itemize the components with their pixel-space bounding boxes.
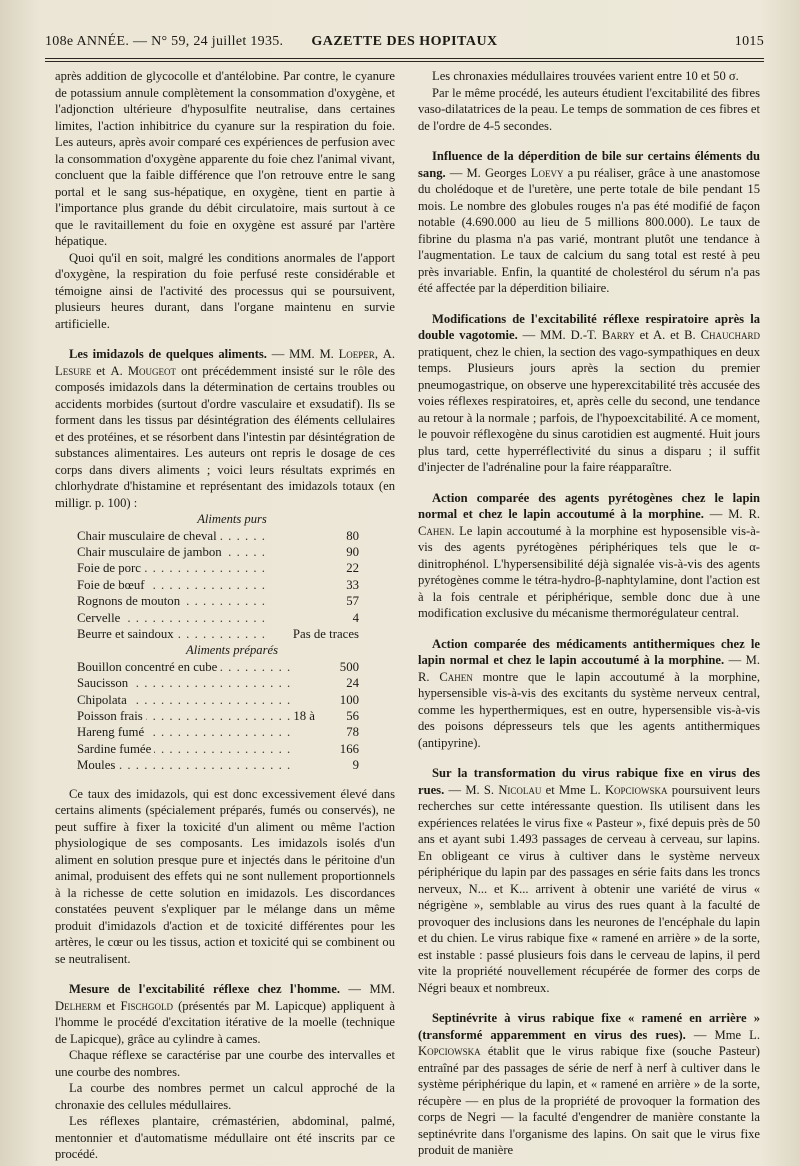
table-row	[77, 659, 359, 675]
article-septinevrite: Septinévrite à virus rabique fixe « ramené en arrière » (transformé apparemment en virus des rues). — Mme L. Kopciowska établit que le virus rabique fixe (souche Pasteur) entraîné par des passages de série de nerf à nerf à cultiver dans le système périphérique du lapin, et « ramené en arrière » de la sorte, récupère — en plus de la propriété de provoquer la formation des corps de Negri — la faculté d'engendrer de manière constante la septinévrite dans l'organisme des lapins. On sait que le virus fixe produit de manière	[418, 1011, 760, 1157]
paragraph: Ce taux des imidazols, qui est donc excessivement élevé dans certains aliments (spécialement préparés, fumés ou conservés), ne peut suffire à fixer la toxicité d'un aliment ou même l'action physiologique de ses composants. Les imidazols isolés d'un aliment en solution presque pure et injectés dans le péritoine d'un animal, produisent des effets qui ne sont nullement proportionnels à la richesse de cette solution en imidazols. Les discordances constatées peuvent s'expliquer par le mélange dans un même produit d'imidazols d'action et de toxicité différentes pour les artères, le cœur ou les tissus, action et toxicité qui se combinent ou se neutralisent.	[55, 786, 395, 966]
table-row	[77, 675, 359, 691]
author-name: Cahen	[418, 523, 452, 538]
paragraph: Par le même procédé, les auteurs étudient l'excitabilité des fibres vaso-dilatatrices de la peau. Le temps de sommation de ces fibres et de l'ordre de 4-5 secondes.	[418, 85, 761, 133]
food-name: Hareng fumé	[77, 725, 147, 739]
article-title: Action comparée des agents pyrétogènes chez le lapin normal et chez le lapin accoutumé à la morphine.	[418, 490, 760, 521]
issue-info: 108e ANNÉE. — N° 59, 24 juillet 1935.	[45, 34, 284, 49]
table-caption: Aliments préparés	[186, 643, 278, 658]
table-row	[77, 757, 359, 773]
table-row	[77, 610, 359, 626]
left-column	[55, 68, 395, 1163]
table-row	[77, 708, 359, 724]
table-row	[77, 692, 359, 708]
imidazol-value: 22	[346, 561, 359, 576]
author-name: A. Lesure	[55, 347, 396, 378]
article-imidazols: Les imidazols de quelques aliments. — MM. M. Loeper, A. Lesure et A. Mougeot ont précédemment insisté sur le rôle des composés imidazols dans la détermination de certains troubles ou accidents morbides (surtout d'ordre vasculaire et exsudatif). Ils se forment dans les tissus par désintégration des éléments cellulaires et des protéines, et se résorbent dans l'intestin par désintégration de substances alimentaires. Les auteurs ont repris le dosage de ces corps dans divers aliments ; voici leurs résultats exprimés en chlorhydrate d'histamine et représentant des imidazols totaux (en milligr. p. 100) :	[55, 347, 396, 510]
table-row	[77, 560, 359, 576]
author-name: Chauchard	[700, 328, 760, 342]
imidazol-value: 57	[346, 594, 359, 609]
food-name: Chair musculaire de jambon	[77, 545, 225, 559]
value-prefix: 18 à	[293, 709, 315, 724]
imidazol-value: 33	[346, 577, 359, 592]
author-name: Barry	[601, 328, 635, 342]
imidazol-value: 56	[346, 709, 359, 724]
food-name: Moules	[77, 758, 118, 772]
paragraph: La courbe des nombres permet un calcul approché de la chronaxie des cellules médullaires.	[55, 1081, 395, 1112]
author-name: Nicolau	[498, 782, 542, 797]
author-name: Loevy	[530, 165, 564, 180]
table-row	[77, 528, 359, 544]
imidazol-value: 24	[346, 676, 359, 691]
author-name: Delherm	[55, 998, 102, 1013]
table-aliments-purs	[77, 528, 359, 643]
article-title: Modifications de l'excitabilité réflexe respiratoire après la double vagotomie.	[418, 311, 760, 342]
page-header	[45, 30, 764, 54]
table-row	[77, 724, 359, 740]
imidazol-value: 90	[346, 544, 359, 559]
food-name: Beurre et saindoux	[77, 627, 177, 641]
article-title: Les imidazols de quelques aliments.	[69, 347, 267, 361]
food-name: Cervelle	[77, 611, 123, 625]
article-pyretogenes: Action comparée des agents pyrétogènes chez le lapin normal et chez le lapin accoutumé à la morphine. — M. R. Cahen. Le lapin accoutumé à la morphine est hyposensible vis-à-vis des agents pyrétogènes périphériques tels que le α-dinitrophénol. L'hypersensibilité déjà signalée vis-à-vis des agents pyrétogènes comme le tétra-hydro-β-naphtylamine, dont l'action est à la fois centrale et périphérique, semble donc due à une modification exclusive du mécanisme thermorégulateur central.	[418, 490, 760, 620]
author-name: Cahen	[439, 669, 473, 684]
author-name: A. Mougeot	[110, 363, 177, 378]
table-aliments-prepares	[77, 659, 359, 774]
food-name: Poisson frais	[77, 709, 146, 723]
imidazol-value: 4	[352, 610, 359, 625]
imidazol-value: 100	[339, 692, 359, 707]
header-rule	[45, 58, 764, 59]
page-number: 1015	[734, 34, 764, 49]
value-prefix	[291, 659, 315, 675]
author-name: Fischgold	[120, 998, 173, 1013]
paragraph: Les réflexes plantaire, crémastérien, abdominal, palmé, mentonnier et d'automatisme médullaire ont été inscrits par ce procédé.	[55, 1114, 395, 1162]
article-vagotomie: Modifications de l'excitabilité réflexe respiratoire après la double vagotomie. — MM. D.-T. Barry et A. et B. Chauchard pratiquent, chez le chien, la section des vago-sympathiques en deux temps. Plusieurs jours après la section du premier pneumogastrique, on observe une hyperexcitabilité très accusée des voies réflexes respiratoires, et, après celle du second, une tendance au retour à la normale ; parfois, de l'hypoexcitabilité. A ce moment, le pouvoir réflexogène du sinus carotidien est augmenté. Huit jours plus tard, cette hyperréflectivité du sinus a disparu ; il suffit d'injecter de l'adrénaline pour la faire réapparaître.	[418, 311, 760, 474]
article-bile: Influence de la déperdition de bile sur certains éléments du sang. — M. Georges Loevy a pu réaliser, grâce à une anastomose du cholédoque et de l'uretère, une perte totale de bile pendant 15 mois. Le nombre des globules rouges n'a pas été modifié de façon notable (4.690.000 au lieu de 5 millions 800.000). Le taux de fibrine du plasma n'a pas varié, montrant plutôt une tendance à l'augmentation. Le taux de calcium du sang total est resté à peu près invariable. Enfin, la quantité de cholestérol du sérum n'a pas été affectée par la déperdition biliaire.	[418, 149, 760, 295]
value-prefix	[291, 757, 315, 773]
value-prefix	[269, 593, 293, 609]
table-caption: Aliments purs	[197, 512, 267, 526]
table-row	[77, 577, 359, 593]
paragraph: Quoi qu'il en soit, malgré les conditions anormales de l'apport d'oxygène, la respiration du foie perfusé reste considérable et témoigne ainsi de l'activité des processus qui se poursuivent, plusieurs heures durant, dans l'organe maintenu en survie artificielle.	[55, 250, 395, 331]
food-name: Chipolata	[77, 693, 130, 707]
journal-title: GAZETTE DES HOPITAUX	[311, 34, 498, 49]
table-row	[77, 544, 359, 560]
paragraph: Les chronaxies médullaires trouvées varient entre 10 et 50 σ.	[432, 69, 739, 83]
table-row	[77, 626, 359, 642]
food-name: Bouillon concentré en cube	[77, 660, 220, 674]
paragraph: Chaque réflexe se caractérise par une courbe des intervalles et une courbe des nombres.	[55, 1048, 395, 1079]
header-rule-double	[45, 61, 764, 62]
imidazol-value: 166	[339, 741, 359, 756]
value-prefix	[269, 528, 293, 544]
article-title: Action comparée des médicaments antithermiques chez le lapin normal et chez le lapin accoutumé à la morphine.	[418, 636, 760, 667]
food-name: Foie de porc	[77, 561, 144, 575]
imidazol-value: Pas de traces	[292, 626, 359, 641]
article-title: Septinévrite à virus rabique fixe « ramené en arrière » (transformé apparemment en virus des rues).	[418, 1011, 760, 1042]
value-prefix	[269, 626, 293, 642]
value-prefix	[269, 577, 293, 593]
value-prefix	[269, 544, 293, 560]
author-name: M. Loeper	[319, 347, 375, 361]
value-prefix	[291, 692, 315, 708]
value-prefix	[291, 675, 315, 691]
author-name: Kopciowska	[604, 782, 668, 797]
value-prefix	[291, 724, 315, 740]
right-column	[418, 68, 760, 1159]
author-name: Kopciowska	[418, 1044, 481, 1058]
imidazol-value: 80	[346, 528, 359, 543]
food-name: Rognons de mouton	[77, 594, 183, 608]
food-name: Saucisson	[77, 676, 131, 690]
value-prefix	[269, 560, 293, 576]
food-name: Foie de bœuf	[77, 578, 148, 592]
article-title: Sur la transformation du virus rabique fixe en virus des rues.	[418, 766, 760, 797]
imidazol-value: 9	[352, 758, 359, 773]
imidazol-value: 78	[346, 725, 359, 740]
value-prefix	[269, 610, 293, 626]
table-row	[77, 593, 359, 609]
article-excitabilite: Mesure de l'excitabilité réflexe chez l'homme. — MM. Delherm et Fischgold (présentés par M. Lapicque) appliquent à l'homme le procédé d'excitation itérative de la moelle (technique de Lapicque), grâce au cylindre à cames.	[55, 982, 396, 1046]
article-title: Mesure de l'excitabilité réflexe chez l'homme.	[69, 982, 340, 997]
food-name: Chair musculaire de cheval	[77, 529, 220, 543]
table-row	[77, 741, 359, 757]
article-title: Influence de la déperdition de bile sur certains éléments du sang.	[418, 149, 760, 180]
paragraph: après addition de glycocolle et d'antélobine. Par contre, le cyanure de potassium annule complètement la consommation d'oxygène, et l'adjonction ultérieure d'hyposulfite neutralise, dans certaines limites, l'action inhibitrice du cyanure sur la respiration du foie. Les auteurs, après avoir comparé ces expériences de perfusion avec la consommation d'oxygène apparente du foie chez l'animal vivant, concluent que la faible différence que l'on retrouve entre le sang portal et le sang sus-hépatique, en oxygène, tient en partie à l'importance plus grande du débit circulatoire, mais surtout à ce que le ravitaillement du foie en oxygène est assuré par l'artère hépatique.	[55, 69, 395, 248]
value-prefix	[291, 741, 315, 757]
imidazol-value: 500	[339, 659, 359, 674]
article-antithermiques: Action comparée des médicaments antithermiques chez le lapin normal et chez le lapin accoutumé à la morphine. — M. R. Cahen montre que le lapin accoutumé à la morphine, hypersensible vis-à-vis des excitants du système nerveux central, comme les hyperthermiques, est en outre, hypersensible vis-à-vis des poisons dépresseurs tels que les agents antithermiques (antipyrine).	[418, 636, 760, 750]
article-virus-rabique: Sur la transformation du virus rabique fixe en virus des rues. — M. S. Nicolau et Mme L. Kopciowska poursuivent leurs recherches sur cette intéressante question. Ils utilisent dans les expériences relatées le virus fixe « Pasteur », fixé depuis près de 50 ans et ayant subi 1.493 passages de cerveau à cerveau, sur lapins. En obligeant ce virus à cultiver dans le système nerveux périphérique du lapin par des passages en série faits dans les troncs nerveux, N... et K... arrivent à obtenir une variété de virus « négrigène », semblable au virus des rues quant à la faculté de provoquer des inclusions dans les neurones de l'encéphale du lapin et du chien. Le virus rabique fixe « ramené en arrière » de la sorte, est instable : passé plusieurs fois dans le cerveau de lapins, il perd vite la propriété nouvellement récupérée de former des corps de Négri beaux et nombreux.	[418, 766, 760, 995]
food-name: Sardine fumée	[77, 742, 154, 756]
